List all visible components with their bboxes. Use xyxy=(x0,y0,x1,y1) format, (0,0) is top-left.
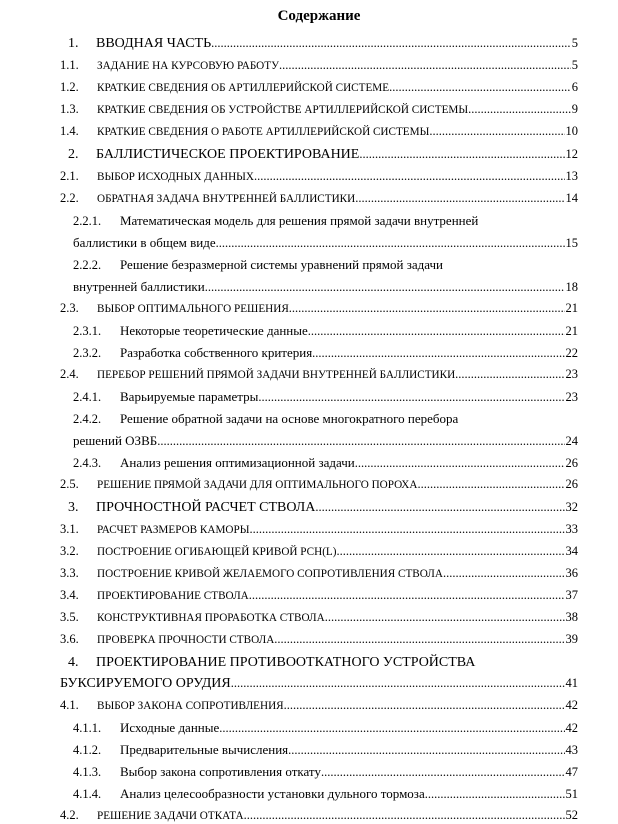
toc-entry[interactable] xyxy=(60,77,578,99)
dot-leader xyxy=(312,343,564,364)
toc-entry-label: Некоторые теоретические данные xyxy=(120,323,308,338)
toc-entry-page: 6 xyxy=(571,80,578,94)
toc-entry-page: 23 xyxy=(565,390,578,404)
dot-leader xyxy=(219,718,564,739)
dot-leader xyxy=(288,740,564,761)
toc-entry-page: 9 xyxy=(571,102,578,116)
dot-leader xyxy=(315,497,564,518)
toc-entry-line xyxy=(60,541,578,563)
toc-entry-page: 52 xyxy=(565,808,578,822)
toc-entry-label: Анализ решения оптимизационной задачи xyxy=(120,455,355,470)
toc-entry-continuation-text: решений ОЗВБ xyxy=(73,433,158,448)
toc-entry-number: 3.3. xyxy=(60,566,79,580)
toc-entry[interactable] xyxy=(60,607,578,629)
dot-leader xyxy=(205,277,565,298)
toc-entry-number: 4.1.2. xyxy=(73,743,102,757)
toc-entry-page: 43 xyxy=(565,743,578,757)
dot-leader xyxy=(258,387,564,408)
toc-entry-label: КРАТКИЕ СВЕДЕНИЯ ОБ УСТРОЙСТВЕ АРТИЛЛЕРИЙСКОЙ СИСТЕМЫ xyxy=(97,104,469,116)
toc-entry-label: ПОСТРОЕНИЕ ОГИБАЮЩЕЙ КРИВОЙ РСН(L) xyxy=(97,546,337,558)
toc-entry-number: 1.4. xyxy=(60,124,79,138)
dot-leader xyxy=(468,99,571,120)
toc-entry-line xyxy=(60,99,578,121)
toc-entry[interactable] xyxy=(60,652,578,694)
dot-leader xyxy=(231,673,565,694)
toc-entry[interactable] xyxy=(60,717,578,739)
toc-entry-number: 3.4. xyxy=(60,588,79,602)
toc-entry-page: 26 xyxy=(565,456,578,470)
toc-entry-line xyxy=(60,783,578,805)
toc-entry-number: 2.3. xyxy=(60,301,79,315)
dot-leader xyxy=(355,188,564,209)
toc-entry[interactable] xyxy=(60,783,578,805)
toc-entry-label: ПРОЧНОСТНОЙ РАСЧЕТ СТВОЛА xyxy=(96,500,316,515)
toc-entry-page: 15 xyxy=(565,236,578,250)
toc-entry-number: 4.1. xyxy=(60,698,79,712)
toc-entry-line xyxy=(60,652,578,673)
toc-entry-page: 18 xyxy=(565,280,578,294)
toc-entry-label: КРАТКИЕ СВЕДЕНИЯ ОБ АРТИЛЛЕРИЙСКОЙ СИСТЕМЕ xyxy=(97,82,390,94)
toc-entry[interactable] xyxy=(60,254,578,298)
toc-entry-label: ЗАДАНИЕ НА КУРСОВУЮ РАБОТУ xyxy=(97,60,280,72)
toc-entry[interactable] xyxy=(60,474,578,496)
toc-entry-number: 3.2. xyxy=(60,544,79,558)
toc-entry-continuation-line xyxy=(60,673,578,694)
dot-leader xyxy=(355,453,565,474)
toc-entry-page: 21 xyxy=(565,301,578,315)
toc-entry-continuation-text: внутренней баллистики xyxy=(73,279,205,294)
toc-entry[interactable] xyxy=(60,629,578,651)
toc-entry-number: 2.3.2. xyxy=(73,346,102,360)
toc-entry-number: 2.2.1. xyxy=(73,214,102,228)
toc-entry-number: 3.1. xyxy=(60,522,79,536)
dot-leader xyxy=(211,33,571,54)
toc-entry-label: Решение обратной задачи на основе многократного перебора xyxy=(120,411,459,426)
toc-entry-page: 22 xyxy=(565,346,578,360)
toc-entry-line xyxy=(60,298,578,320)
toc-list xyxy=(60,33,578,824)
toc-entry-line xyxy=(60,342,578,364)
dot-leader xyxy=(289,298,565,319)
toc-entry-number: 4. xyxy=(68,655,79,670)
toc-entry-label: КОНСТРУКТИВНАЯ ПРОРАБОТКА СТВОЛА xyxy=(97,612,325,624)
toc-entry-line xyxy=(60,320,578,342)
toc-entry-line xyxy=(60,805,578,824)
toc-entry[interactable] xyxy=(60,519,578,541)
toc-entry-line xyxy=(60,210,578,232)
toc-entry-label: Исходные данные xyxy=(120,720,220,735)
toc-entry-number: 3.6. xyxy=(60,632,79,646)
dot-leader xyxy=(325,607,565,628)
toc-entry-label: ОБРАТНАЯ ЗАДАЧА ВНУТРЕННЕЙ БАЛЛИСТИКИ xyxy=(97,193,356,205)
toc-entry[interactable] xyxy=(60,188,578,210)
toc-entry-page: 5 xyxy=(571,58,578,72)
toc-entry-page: 42 xyxy=(565,698,578,712)
dot-leader xyxy=(359,144,564,165)
toc-entry-line xyxy=(60,585,578,607)
toc-entry[interactable] xyxy=(60,585,578,607)
toc-entry-page: 42 xyxy=(565,721,578,735)
dot-leader xyxy=(274,629,564,650)
toc-entry[interactable] xyxy=(60,121,578,143)
dot-leader xyxy=(429,121,564,142)
dot-leader xyxy=(417,474,564,495)
toc-entry-page: 32 xyxy=(565,500,578,514)
toc-entry[interactable] xyxy=(60,166,578,188)
toc-entry-number: 2.1. xyxy=(60,169,79,183)
toc-entry-page: 41 xyxy=(565,676,578,690)
toc-entry-page: 24 xyxy=(565,434,578,448)
toc-entry-page: 5 xyxy=(571,36,578,50)
toc-entry-line xyxy=(60,55,578,77)
toc-entry[interactable] xyxy=(60,497,578,518)
toc-entry-number: 4.2. xyxy=(60,808,79,822)
toc-entry[interactable] xyxy=(60,408,578,452)
toc-entry-line xyxy=(60,519,578,541)
toc-entry-number: 3.5. xyxy=(60,610,79,624)
toc-entry-number: 2.4.1. xyxy=(73,390,102,404)
toc-entry-line xyxy=(60,408,578,430)
toc-entry-label: КРАТКИЕ СВЕДЕНИЯ О РАБОТЕ АРТИЛЛЕРИЙСКОЙ СИСТЕМЫ xyxy=(97,126,430,138)
toc-entry[interactable] xyxy=(60,33,578,54)
toc-entry[interactable] xyxy=(60,563,578,585)
toc-entry-line xyxy=(60,717,578,739)
toc-entry-label: РЕШЕНИЕ ПРЯМОЙ ЗАДАЧИ ДЛЯ ОПТИМАЛЬНОГО ПОРОХА xyxy=(97,479,418,491)
toc-entry[interactable] xyxy=(60,55,578,77)
toc-entry-page: 37 xyxy=(565,588,578,602)
toc-entry[interactable] xyxy=(60,452,578,474)
toc-entry-line xyxy=(60,364,578,386)
toc-entry-label: Варьируемые параметры xyxy=(120,389,259,404)
toc-entry-line xyxy=(60,77,578,99)
toc-entry-number: 2.2.2. xyxy=(73,258,102,272)
toc-entry-page: 39 xyxy=(565,632,578,646)
toc-entry-line xyxy=(60,497,578,518)
toc-entry[interactable] xyxy=(60,144,578,165)
toc-entry-number: 1.2. xyxy=(60,80,79,94)
dot-leader xyxy=(249,519,564,540)
toc-entry-label: ВЫБОР ОПТИМАЛЬНОГО РЕШЕНИЯ xyxy=(97,303,289,315)
dot-leader xyxy=(455,364,564,385)
toc-entry[interactable] xyxy=(60,695,578,717)
toc-entry-line xyxy=(60,761,578,783)
dot-leader xyxy=(337,541,565,562)
toc-entry[interactable] xyxy=(60,298,578,320)
toc-entry-label: Решение безразмерной системы уравнений прямой задачи xyxy=(120,257,443,272)
toc-entry-line xyxy=(60,474,578,496)
toc-entry-continuation-line xyxy=(60,430,578,452)
toc-entry-label: РАСЧЕТ РАЗМЕРОВ КАМОРЫ xyxy=(97,524,250,536)
toc-entry-number: 2.4.2. xyxy=(73,412,102,426)
toc-entry[interactable] xyxy=(60,364,578,386)
dot-leader xyxy=(308,321,565,342)
toc-entry-number: 2.2. xyxy=(60,191,79,205)
toc-entry-line xyxy=(60,739,578,761)
toc-entry-number: 4.1.3. xyxy=(73,765,102,779)
toc-entry[interactable] xyxy=(60,761,578,783)
toc-entry-line xyxy=(60,452,578,474)
toc-entry[interactable] xyxy=(60,99,578,121)
toc-entry-number: 2.4. xyxy=(60,367,79,381)
dot-leader xyxy=(249,585,565,606)
toc-entry-number: 2.3.1. xyxy=(73,324,102,338)
toc-entry-page: 13 xyxy=(565,169,578,183)
toc-entry-label: ПРОЕКТИРОВАНИЕ ПРОТИВООТКАТНОГО УСТРОЙСТВА xyxy=(96,655,476,670)
toc-entry-page: 21 xyxy=(565,324,578,338)
toc-entry-number: 1. xyxy=(68,36,79,51)
toc-entry-page: 38 xyxy=(565,610,578,624)
toc-entry-label: ПОСТРОЕНИЕ КРИВОЙ ЖЕЛАЕМОГО СОПРОТИВЛЕНИЯ СТВОЛА xyxy=(97,568,443,580)
toc-entry-line xyxy=(60,121,578,143)
dot-leader xyxy=(279,55,571,76)
toc-entry-label: ВЫБОР ИСХОДНЫХ ДАННЫХ xyxy=(97,171,254,183)
toc-entry-page: 47 xyxy=(565,765,578,779)
toc-entry-line xyxy=(60,254,578,276)
toc-entry-label: БАЛЛИСТИЧЕСКОЕ ПРОЕКТИРОВАНИЕ xyxy=(96,147,360,162)
toc-entry-page: 26 xyxy=(565,477,578,491)
toc-entry-label: ПРОВЕРКА ПРОЧНОСТИ СТВОЛА xyxy=(97,634,275,646)
dot-leader xyxy=(389,77,571,98)
dot-leader xyxy=(443,563,565,584)
toc-entry-page: 36 xyxy=(565,566,578,580)
toc-entry-page: 23 xyxy=(565,367,578,381)
toc-entry-label: ВВОДНАЯ ЧАСТЬ xyxy=(96,36,212,51)
dot-leader xyxy=(216,233,565,254)
toc-entry-line xyxy=(60,144,578,165)
toc-entry-number: 4.1.4. xyxy=(73,787,102,801)
toc-entry-line xyxy=(60,166,578,188)
dot-leader xyxy=(321,762,565,783)
toc-entry[interactable] xyxy=(60,386,578,408)
toc-entry-label: Анализ целесообразности установки дульного тормоза xyxy=(120,786,425,801)
toc-entry-label: ВЫБОР ЗАКОНА СОПРОТИВЛЕНИЯ xyxy=(97,700,284,712)
toc-entry-page: 33 xyxy=(565,522,578,536)
toc-entry-label: Разработка собственного критерия xyxy=(120,345,313,360)
toc-entry-number: 2. xyxy=(68,147,79,162)
toc-entry-line xyxy=(60,386,578,408)
toc-entry-line xyxy=(60,629,578,651)
toc-entry-number: 2.4.3. xyxy=(73,456,102,470)
toc-entry-line xyxy=(60,33,578,54)
toc-entry-line xyxy=(60,695,578,717)
toc-entry[interactable] xyxy=(60,320,578,342)
toc-entry-label: Предварительные вычисления xyxy=(120,742,289,757)
toc-entry[interactable] xyxy=(60,805,578,824)
toc-entry-line xyxy=(60,607,578,629)
toc-entry-continuation-text: БУКСИРУЕМОГО ОРУДИЯ xyxy=(60,676,231,691)
toc-title: Содержание xyxy=(277,8,361,24)
dot-leader xyxy=(284,695,565,716)
toc-entry-page: 14 xyxy=(565,191,578,205)
toc-entry-label: РЕШЕНИЕ ЗАДАЧИ ОТКАТА xyxy=(97,810,244,822)
dot-leader xyxy=(425,784,565,805)
toc-entry-number: 4.1.1. xyxy=(73,721,102,735)
toc-entry-label: Выбор закона сопротивления откату xyxy=(120,764,321,779)
toc-entry-continuation-line xyxy=(60,232,578,254)
toc-entry[interactable] xyxy=(60,541,578,563)
toc-entry[interactable] xyxy=(60,210,578,254)
toc-entry-line xyxy=(60,188,578,210)
toc-entry-number: 2.5. xyxy=(60,477,79,491)
toc-entry-number: 1.1. xyxy=(60,58,79,72)
toc-entry-number: 3. xyxy=(68,500,79,515)
toc-entry-page: 12 xyxy=(565,147,578,161)
toc-entry-continuation-line xyxy=(60,276,578,298)
toc-entry-label: ПРОЕКТИРОВАНИЕ СТВОЛА xyxy=(97,590,249,602)
dot-leader xyxy=(254,166,565,187)
dot-leader xyxy=(157,431,564,452)
toc-entry-line xyxy=(60,563,578,585)
toc-entry-label: ПЕРЕБОР РЕШЕНИЙ ПРЯМОЙ ЗАДАЧИ ВНУТРЕННЕЙ БАЛЛИСТИКИ xyxy=(97,369,456,381)
dot-leader xyxy=(244,805,565,824)
toc-entry-continuation-text: баллистики в общем виде xyxy=(73,235,216,250)
toc-entry-page: 34 xyxy=(565,544,578,558)
toc-entry-page: 10 xyxy=(565,124,578,138)
toc-entry-label: Математическая модель для решения прямой задачи внутренней xyxy=(120,213,479,228)
toc-entry-number: 1.3. xyxy=(60,102,79,116)
toc-entry[interactable] xyxy=(60,739,578,761)
toc-entry[interactable] xyxy=(60,342,578,364)
toc-entry-page: 51 xyxy=(565,787,578,801)
